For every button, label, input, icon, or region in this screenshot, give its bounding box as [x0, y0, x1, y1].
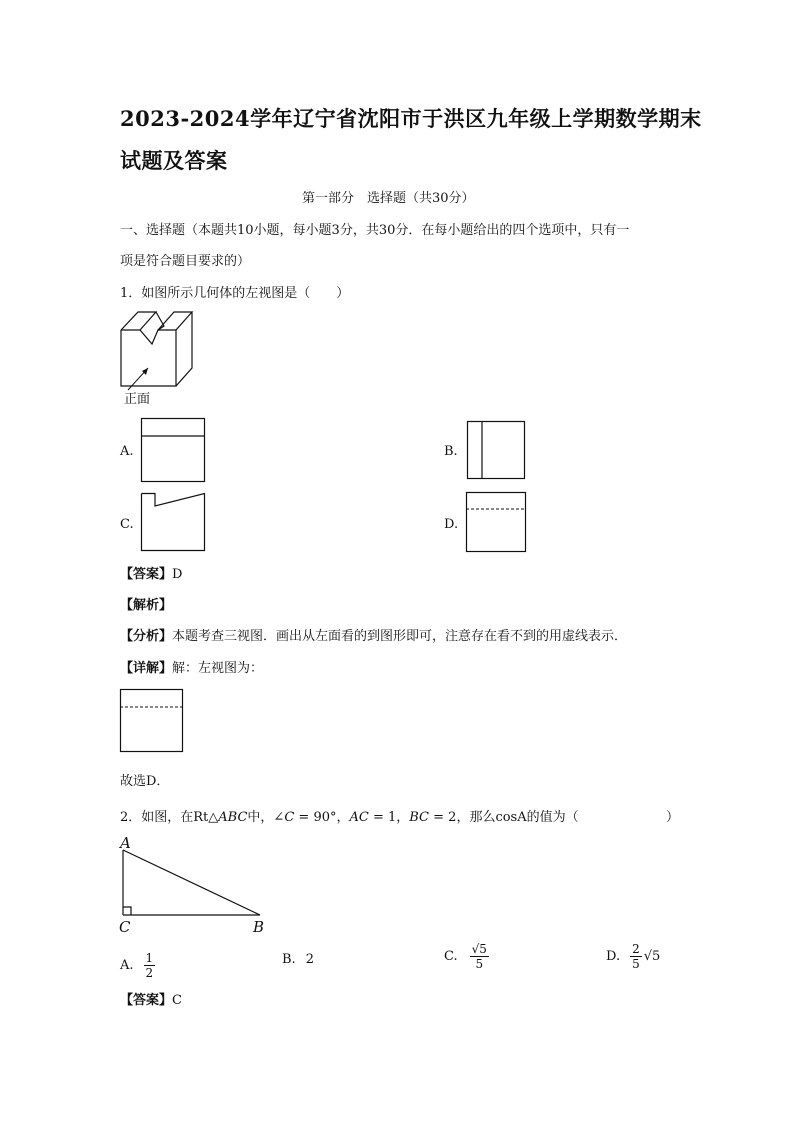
document-title-line1: 2023-2024学年辽宁省沈阳市于洪区九年级上学期数学期末: [120, 106, 702, 131]
q2-vertex-b: B: [253, 918, 265, 936]
q2-stem-angle: 中，∠: [247, 810, 285, 825]
q1-option-b-figure: [467, 421, 525, 479]
q2-stem-c: C: [284, 810, 295, 825]
q2-stem-close: ）: [666, 810, 680, 825]
q1-option-c-label: C.: [120, 517, 134, 532]
part-heading: 第一部分 选择题（共30分）: [302, 191, 475, 206]
q1-fenxi: [120, 625, 627, 644]
q2-answer: [120, 989, 182, 1008]
q2-option-d-numerator: 2: [632, 942, 640, 956]
q1-answer: [120, 563, 182, 582]
q2-answer-tag: 【答案】: [120, 993, 173, 1008]
q2-option-c-label: C.: [444, 949, 458, 964]
q1-xiangjie: [120, 657, 263, 676]
q2-option-d-label: D.: [606, 949, 621, 964]
q2-stem-eq1: = 1，: [368, 810, 410, 825]
q1-stem: 1．如图所示几何体的左视图是（ ）: [120, 286, 350, 301]
q2-option-c: [444, 942, 489, 971]
q1-front-label: 正面: [124, 392, 151, 407]
q1-option-a-figure: [141, 418, 205, 482]
section-intro-line1: 一、选择题（本题共10小题，每小题3分，共30分．在每小题给出的四个选项中，只有一: [120, 223, 630, 238]
q1-option-b-label: B.: [444, 444, 458, 459]
q1-option-d-figure: [466, 492, 526, 552]
q2-vertex-a: A: [120, 834, 131, 852]
q2-option-a-numerator: 1: [145, 951, 154, 965]
q1-option-a-label: A.: [120, 444, 134, 459]
q1-left-view-figure: [120, 689, 183, 752]
q2-triangle-figure: [118, 848, 268, 920]
q2-stem-prefix: 2．如图，在Rt△: [120, 810, 219, 825]
q1-xiangjie-text: 解：左视图为：: [172, 661, 264, 676]
q1-conclusion: 故选D．: [120, 774, 170, 789]
q2-option-d-fraction: [630, 942, 642, 971]
q2-option-d-denominator: 5: [632, 957, 640, 971]
q1-fenxi-tag: 【分析】: [120, 629, 173, 644]
q2-option-a-denominator: 2: [145, 966, 154, 980]
document-title-line2: 试题及答案: [120, 148, 228, 173]
q1-answer-tag: 【答案】: [120, 567, 173, 582]
q1-option-c-figure: [141, 493, 205, 551]
q2-stem-eq2: = 2: [429, 810, 457, 825]
q2-option-b: [282, 952, 314, 967]
section-intro-line2: 项是符合题目要求的）: [120, 254, 251, 269]
q1-fenxi-text: 本题考查三视图．画出从左面看的到图形即可，注意存在看不到的用虚线表示．: [172, 629, 628, 644]
q1-solid-figure: [118, 308, 198, 388]
q1-analysis-tag: 【解析】: [120, 598, 173, 613]
q2-option-c-denominator: 5: [475, 957, 484, 971]
q1-xiangjie-tag: 【详解】: [120, 661, 173, 676]
q2-stem-bc: BC: [409, 810, 430, 825]
q2-stem-ac: AC: [349, 810, 369, 825]
q2-stem-abc: ABC: [218, 810, 248, 825]
q2-answer-value: C: [172, 993, 182, 1008]
q2-option-a-fraction: [144, 951, 156, 980]
q1-option-d-label: D.: [444, 517, 459, 532]
q2-vertex-c: C: [119, 918, 131, 936]
q2-stem-eq90: = 90°，: [294, 810, 350, 825]
q2-stem-suffix: ，那么cosA的值为（: [456, 810, 579, 825]
q2-option-c-numerator: √5: [471, 942, 487, 956]
q2-option-a-label: A.: [120, 958, 134, 973]
q1-answer-value: D: [172, 567, 183, 582]
q2-option-b-label: B.: [282, 952, 296, 967]
q2-option-c-fraction: [470, 942, 489, 971]
q2-option-d-sqrt: √5: [643, 949, 661, 964]
q2-option-a: [120, 951, 155, 980]
q2-option-d: [606, 942, 660, 971]
q2-option-b-value: 2: [305, 952, 314, 967]
q2-stem: [120, 806, 579, 825]
